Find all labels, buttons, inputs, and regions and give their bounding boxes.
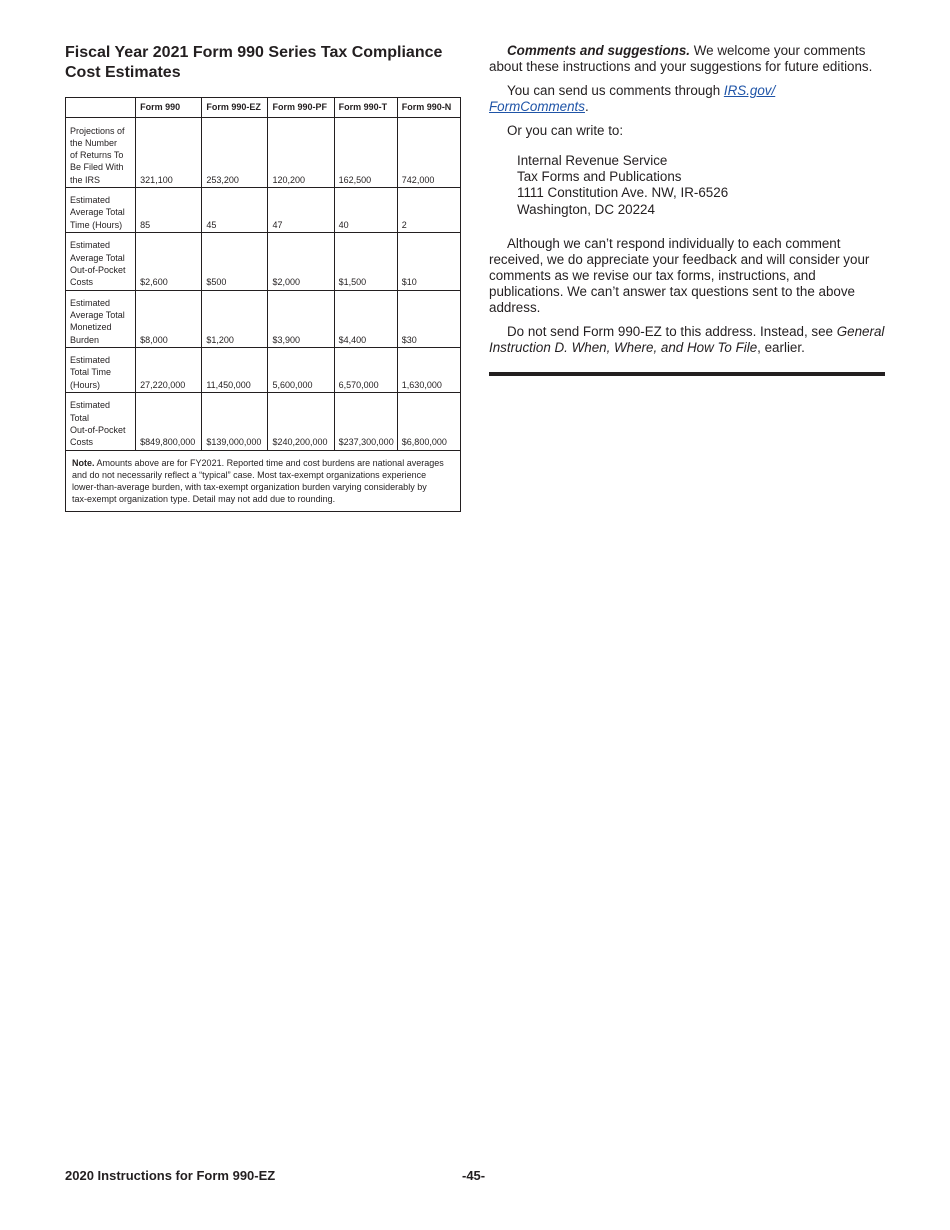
table-cell: 5,600,000 bbox=[268, 348, 334, 393]
mailing-address bbox=[517, 153, 885, 218]
row-label: Estimated Total Time (Hours) bbox=[66, 348, 136, 393]
footer-title: 2020 Instructions for Form 990-EZ bbox=[65, 1168, 276, 1183]
table-cell: 40 bbox=[334, 188, 397, 233]
row-label: Projections of the Number of Returns To Be Filed With the IRS bbox=[66, 118, 136, 188]
page-title: Fiscal Year 2021 Form 990 Series Tax Compliance Cost Estimates bbox=[65, 44, 443, 81]
table-cell: 45 bbox=[202, 188, 268, 233]
row-label: Estimated Average Total Out-of-Pocket Costs bbox=[66, 233, 136, 291]
table-cell: $237,300,000 bbox=[334, 393, 397, 451]
row-label: Estimated Average Total Time (Hours) bbox=[66, 188, 136, 233]
table-cell: $10 bbox=[397, 233, 460, 291]
table-cell: 27,220,000 bbox=[136, 348, 202, 393]
table-row bbox=[66, 348, 461, 393]
address-line: 1111 Constitution Ave. NW, IR-6526 bbox=[517, 185, 729, 201]
header-cell bbox=[66, 98, 136, 118]
table-cell: $8,000 bbox=[136, 290, 202, 348]
table-row bbox=[66, 290, 461, 348]
address-line: Tax Forms and Publications bbox=[517, 169, 682, 185]
table-cell: 85 bbox=[136, 188, 202, 233]
irs-form-comments-link[interactable]: IRS.gov/ FormComments bbox=[489, 83, 776, 114]
header-cell: Form 990-PF bbox=[268, 98, 334, 118]
table-row bbox=[66, 393, 461, 451]
table-cell: $2,600 bbox=[136, 233, 202, 291]
table-cell: $30 bbox=[397, 290, 460, 348]
table-cell: 47 bbox=[268, 188, 334, 233]
table-cell: 321,100 bbox=[136, 118, 202, 188]
table-cell: 162,500 bbox=[334, 118, 397, 188]
table-note: Note. Amounts above are for FY2021. Reported time and cost burdens are national averages and do not necessarily reflect a “typical” case. Most tax-exempt organizations experience lower-than-average burden, with tax-exempt organization burden varying considerably by tax-exempt organization type. Detail may not add due to rounding. bbox=[66, 450, 461, 511]
table-cell: $849,800,000 bbox=[136, 393, 202, 451]
table-note-row bbox=[66, 450, 461, 511]
table-row bbox=[66, 118, 461, 188]
table-cell: $4,400 bbox=[334, 290, 397, 348]
write-to-paragraph: Or you can write to: bbox=[507, 123, 624, 138]
table-cell: 2 bbox=[397, 188, 460, 233]
address-line: Washington, DC 20224 bbox=[517, 201, 655, 217]
response-paragraph: Although we can’t respond individually to each comment received, we do appreciate your feedback and will consider your comments as we revise our tax forms, instructions, and publications. We can’t answer tax questions sent to the above address. bbox=[489, 235, 870, 315]
header-cell: Form 990-T bbox=[334, 98, 397, 118]
cost-estimates-table bbox=[65, 97, 461, 512]
table-cell: $139,000,000 bbox=[202, 393, 268, 451]
table-cell: 1,630,000 bbox=[397, 348, 460, 393]
table-cell: $2,000 bbox=[268, 233, 334, 291]
address-line: Internal Revenue Service bbox=[517, 153, 668, 168]
table-cell: $6,800,000 bbox=[397, 393, 460, 451]
table-row bbox=[66, 233, 461, 291]
right-column bbox=[489, 43, 885, 376]
table-header-row bbox=[66, 98, 461, 118]
do-not-send-paragraph: Do not send Form 990-EZ to this address. Instead, see General Instruction D. When, Where, and How To File, earlier. bbox=[489, 323, 885, 355]
table-cell: $500 bbox=[202, 233, 268, 291]
row-label: Estimated Total Out-of-Pocket Costs bbox=[66, 393, 136, 451]
table-row bbox=[66, 188, 461, 233]
section-end-rule bbox=[489, 372, 885, 376]
table-cell: 253,200 bbox=[202, 118, 268, 188]
table-cell: $3,900 bbox=[268, 290, 334, 348]
row-label: Estimated Average Total Monetized Burden bbox=[66, 290, 136, 348]
table-cell: $240,200,000 bbox=[268, 393, 334, 451]
table-cell: $1,200 bbox=[202, 290, 268, 348]
table-cell: 6,570,000 bbox=[334, 348, 397, 393]
page-number: -45- bbox=[462, 1168, 486, 1183]
header-cell: Form 990-EZ bbox=[202, 98, 268, 118]
comments-paragraph: Comments and suggestions. We welcome your comments about these instructions and your suggestions for future editions. bbox=[489, 43, 873, 74]
left-column bbox=[65, 43, 461, 512]
header-cell: Form 990 bbox=[136, 98, 202, 118]
table-cell: 120,200 bbox=[268, 118, 334, 188]
table-cell: $1,500 bbox=[334, 233, 397, 291]
send-comments-paragraph: You can send us comments through IRS.gov/ FormComments. bbox=[489, 83, 776, 114]
header-cell: Form 990-N bbox=[397, 98, 460, 118]
table-cell: 11,450,000 bbox=[202, 348, 268, 393]
table-cell: 742,000 bbox=[397, 118, 460, 188]
